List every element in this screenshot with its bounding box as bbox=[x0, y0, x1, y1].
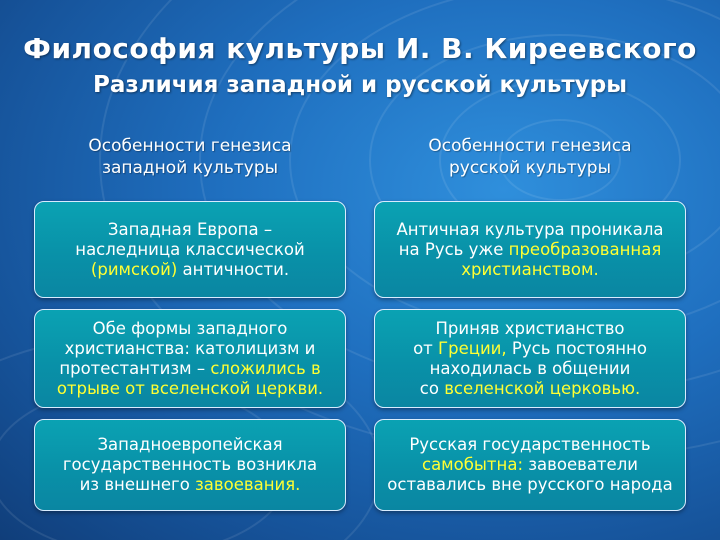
highlight-text: Греции, bbox=[438, 338, 507, 358]
highlight-text: сложились в bbox=[210, 358, 321, 378]
russia-header-line-2: русской культуры bbox=[448, 158, 612, 178]
box-line bbox=[396, 260, 663, 280]
box-line: на Русь уже преобразованная bbox=[398, 239, 662, 259]
box-line: Обе формы западного bbox=[92, 318, 288, 338]
west-header-line-1: Особенности генезиса bbox=[88, 136, 292, 156]
russia-box-1 bbox=[374, 201, 686, 298]
highlight-text: христианством. bbox=[461, 259, 599, 279]
box-line: Античная культура проникала bbox=[396, 219, 664, 239]
box-line bbox=[57, 379, 323, 399]
box-line: находилась в общении bbox=[429, 358, 631, 378]
box-line: самобытна: завоеватели bbox=[422, 455, 638, 474]
west-column-header bbox=[40, 135, 340, 179]
box-line: из внешнего завоевания. bbox=[79, 475, 301, 494]
box-line: оставались вне русского народа bbox=[387, 475, 673, 494]
box-line: государственность возникла bbox=[62, 455, 318, 474]
box-line: (римской) античности. bbox=[90, 259, 290, 279]
west-header-line-2: западной культуры bbox=[101, 158, 279, 178]
box-line: Западная Европа – bbox=[107, 219, 273, 239]
slide-title: Философия культуры И. В. Киреевского bbox=[23, 32, 697, 65]
russia-box-2 bbox=[374, 309, 686, 408]
highlight-text: отрыве от вселенской церкви. bbox=[56, 378, 324, 398]
west-box-2 bbox=[34, 309, 346, 408]
box-line: со вселенской церковью. bbox=[419, 378, 641, 398]
box-line: от Греции, Русь постоянно bbox=[413, 338, 647, 358]
highlight-text: (римской) bbox=[90, 259, 178, 279]
box-line: христианства: католицизм и bbox=[64, 338, 316, 358]
box-line: протестантизм – сложились в bbox=[59, 358, 321, 378]
russia-header-line-1: Особенности генезиса bbox=[428, 136, 632, 156]
slide-subtitle: Различия западной и русской культуры bbox=[92, 72, 628, 98]
west-box-1 bbox=[34, 201, 346, 298]
highlight-text: преобразованная bbox=[508, 239, 662, 259]
russia-column-header bbox=[380, 135, 680, 179]
highlight-text: самобытна: bbox=[422, 455, 523, 474]
box-line: наследница классической bbox=[75, 239, 305, 259]
highlight-text: завоевания. bbox=[195, 475, 301, 494]
west-box-3 bbox=[34, 419, 346, 511]
highlight-text: вселенской церковью. bbox=[444, 378, 641, 398]
russia-box-3 bbox=[374, 419, 686, 511]
box-line: Русская государственность bbox=[409, 435, 651, 454]
box-line: Западноевропейская bbox=[97, 435, 283, 454]
box-line: Приняв христианство bbox=[435, 318, 625, 338]
